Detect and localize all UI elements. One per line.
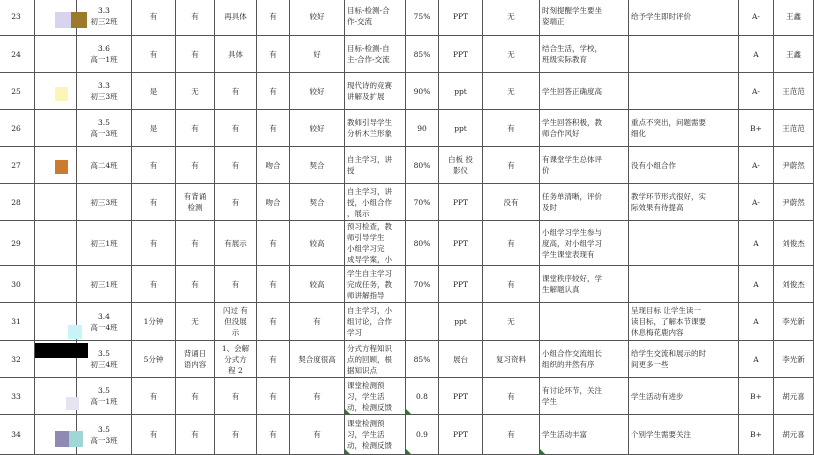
media[interactable]: PPT [439,0,483,36]
col-2[interactable]: 有 [176,110,215,147]
teaching-mode[interactable]: 课堂检测预 习，学生活 动，检测反馈 [345,415,406,455]
suggestion[interactable]: 个别学生需要关注 [629,415,739,455]
teaching-mode[interactable]: 现代诗的竞赛 讲解及扩展 [345,73,406,110]
col-7[interactable]: 85% [406,341,439,378]
table-row [0,0,814,36]
color-cell[interactable] [35,341,77,378]
class-cell[interactable]: 初三3班 [77,184,132,221]
highlight[interactable]: 学生活动丰富 [540,415,629,455]
class-cell[interactable]: 3.5 高一3班 [77,110,132,147]
teaching-mode[interactable]: 课堂检测预 习，学生活 动，检测反馈 [345,378,406,415]
media[interactable]: PPT [439,378,483,415]
evaluator[interactable]: 王范范 [774,73,814,110]
col-5[interactable]: 契合度很高 [290,341,345,378]
row-number[interactable]: 25 [0,73,35,110]
col-3[interactable]: 有 [215,378,257,415]
grade[interactable]: A- [739,184,774,221]
col-5[interactable]: 好 [290,36,345,73]
suggestion[interactable]: 呈现目标 让学生读一 读目标，了解本节课要 休息梅花鹿内容 [629,303,739,341]
grade[interactable]: A- [739,147,774,184]
table-row [0,110,814,147]
col-1[interactable]: 有 [132,147,176,184]
color-swatch [55,431,69,447]
col-2[interactable]: 有 [176,266,215,303]
color-cell[interactable] [35,184,77,221]
suggestion[interactable]: 给学生交流和展示的时 间更多一些 [629,341,739,378]
media[interactable]: 展台 [439,341,483,378]
cell-comment-marker [345,409,350,414]
col-9[interactable]: 无 [483,36,540,73]
col-9[interactable]: 有 [483,378,540,415]
col-3[interactable]: 具体 [215,36,257,73]
col-2[interactable]: 无 [176,73,215,110]
teaching-mode[interactable]: 自主学习，小 组讨论，合作 学习 [345,303,406,341]
evaluator[interactable]: 尹蔚然 [774,184,814,221]
col-4[interactable]: 有 [257,221,290,266]
teaching-mode[interactable]: 自主学习，讲 授 [345,147,406,184]
row-number[interactable]: 28 [0,184,35,221]
grade[interactable]: A- [739,0,774,36]
class-cell[interactable]: 3.6 高一1班 [77,36,132,73]
col-4[interactable]: 有 [257,110,290,147]
color-cell[interactable] [35,266,77,303]
col-3[interactable]: 有 [215,73,257,110]
col-2[interactable]: 有 [176,378,215,415]
grade[interactable]: B+ [739,378,774,415]
color-cell[interactable] [35,378,77,415]
evaluator[interactable]: 王范范 [774,110,814,147]
teaching-mode[interactable]: 目标-检测-合 作-交流 [345,0,406,36]
color-swatch [68,325,82,339]
color-swatch [69,431,83,447]
grade[interactable]: B+ [739,415,774,455]
highlight[interactable] [540,303,629,341]
color-swatch [71,12,87,28]
col-9[interactable]: 有 [483,221,540,266]
table-row [0,341,814,378]
col-1[interactable]: 有 [132,266,176,303]
color-cell[interactable] [35,36,77,73]
evaluator[interactable]: 李光新 [774,341,814,378]
col-7[interactable]: 75% [406,0,439,36]
col-7[interactable]: 80% [406,221,439,266]
media[interactable]: PPT [439,184,483,221]
table-row [0,36,814,73]
suggestion[interactable]: 教学环节形式很好，实 际效果有待提高 [629,184,739,221]
highlight[interactable]: 任务单清晰，评价 及时 [540,184,629,221]
media[interactable]: ppt [439,73,483,110]
col-9[interactable]: 复习资料 [483,341,540,378]
grade[interactable]: A [739,303,774,341]
col-7[interactable]: 90% [406,73,439,110]
col-1[interactable]: 有 [132,415,176,455]
suggestion[interactable] [629,73,739,110]
col-4[interactable]: 吻合 [257,184,290,221]
class-cell[interactable]: 3.5 高一1班 [77,378,132,415]
col-3[interactable]: 有 [215,110,257,147]
col-5[interactable]: 有 [290,378,345,415]
media[interactable]: 白板 投 影仪 [439,147,483,184]
col-1[interactable]: 有 [132,378,176,415]
color-swatch [55,87,68,101]
class-cell[interactable]: 高二4班 [77,147,132,184]
col-4[interactable]: 有 [257,415,290,455]
col-2[interactable]: 有背诵 检测 [176,184,215,221]
cell-comment-marker [540,449,545,454]
class-cell[interactable]: 3.4 高一4班 [77,303,132,341]
col-3[interactable]: 1、会解 分式方 程 2 [215,341,257,378]
col-7[interactable] [406,303,439,341]
col-4[interactable]: 吻合 [257,147,290,184]
grade[interactable]: B+ [739,110,774,147]
highlight[interactable]: 有课堂学生总体评 价 [540,147,629,184]
row-number[interactable]: 30 [0,266,35,303]
table-row [0,147,814,184]
col-3[interactable]: 有 [215,147,257,184]
col-5[interactable]: 契合 [290,147,345,184]
highlight[interactable]: 时刻提醒学生要坐 姿端正 [540,0,629,36]
highlight[interactable]: 学生回答正确度高 [540,73,629,110]
table-row [0,266,814,303]
table-row [0,415,814,455]
evaluator[interactable]: 刘俊杰 [774,266,814,303]
highlight[interactable]: 有讨论环节，关注 学生 [540,378,629,415]
col-9[interactable]: 没有 [483,184,540,221]
grade[interactable]: A [739,266,774,303]
col-5[interactable]: 较高 [290,266,345,303]
col-1[interactable]: 有 [132,221,176,266]
row-number[interactable]: 24 [0,36,35,73]
row-number[interactable]: 27 [0,147,35,184]
table-row [0,73,814,110]
media[interactable]: ppt [439,303,483,341]
col-4[interactable]: 有 [257,378,290,415]
class-cell[interactable]: 3.3 初三3班 [77,73,132,110]
col-5[interactable]: 契合 [290,184,345,221]
col-9[interactable]: 有 [483,415,540,455]
highlight[interactable]: 学生回答积极，教 师合作风好 [540,110,629,147]
class-cell[interactable]: 初三1班 [77,266,132,303]
col-9[interactable]: 有 [483,266,540,303]
row-number[interactable]: 26 [0,110,35,147]
highlight[interactable]: 结合生活，学校， 班级实际教育 [540,36,629,73]
col-2[interactable]: 有 [176,415,215,455]
row-number[interactable]: 31 [0,303,35,341]
grade[interactable]: A [739,36,774,73]
suggestion[interactable]: 给予学生即时评价 [629,0,739,36]
col-7[interactable]: 0.8 [406,378,439,415]
col-3[interactable]: 闪过 有 但没展 示 [215,303,257,341]
evaluator[interactable]: 刘俊杰 [774,221,814,266]
col-7[interactable]: 70% [406,184,439,221]
highlight[interactable]: 小组学习学生参与 度高，对小组学习 学生课堂表现有 [540,221,629,266]
col-3[interactable]: 有展示 [215,221,257,266]
col-1[interactable]: 有 [132,0,176,36]
col-4[interactable]: 有 [257,303,290,341]
highlight[interactable]: 小组合作交流组长 组织的井然有序 [540,341,629,378]
col-5[interactable]: 较高 [290,221,345,266]
col-1[interactable]: 有 [132,36,176,73]
evaluator[interactable]: 胡元喜 [774,415,814,455]
col-9[interactable]: 有 [483,110,540,147]
grade[interactable]: A- [739,73,774,110]
cell-comment-marker [406,449,411,454]
col-2[interactable]: 背诵日 语内容 [176,341,215,378]
col-5[interactable]: 有 [290,415,345,455]
col-9[interactable]: 有 [483,147,540,184]
col-4[interactable]: 有 [257,266,290,303]
class-cell[interactable]: 初三1班 [77,221,132,266]
teaching-mode[interactable]: 教师引导学生 分析木兰形象 [345,110,406,147]
row-number[interactable]: 34 [0,415,35,455]
col-5[interactable]: 有 [290,303,345,341]
col-7[interactable]: 90 [406,110,439,147]
color-cell[interactable] [35,147,77,184]
teaching-mode[interactable]: 目标-检测-自 主-合作-交流 [345,36,406,73]
color-cell[interactable] [35,0,77,36]
col-7[interactable]: 80% [406,147,439,184]
class-cell[interactable]: 3.5 初三4班 [77,341,132,378]
color-swatch [66,397,79,410]
col-5[interactable]: 较好 [290,110,345,147]
table-row [0,303,814,341]
color-cell[interactable] [35,415,77,455]
col-5[interactable]: 较好 [290,0,345,36]
teaching-mode[interactable]: 自主学习，讲 授，小组合作 ，展示 [345,184,406,221]
table-row [0,378,814,415]
col-2[interactable]: 无 [176,303,215,341]
media[interactable]: PPT [439,221,483,266]
col-2[interactable]: 有 [176,221,215,266]
class-cell[interactable]: 3.3 初三2班 [77,0,132,36]
media[interactable]: PPT [439,266,483,303]
row-number[interactable]: 29 [0,221,35,266]
grade[interactable]: A [739,341,774,378]
col-4[interactable]: 有 [257,36,290,73]
row-number[interactable]: 32 [0,341,35,378]
cell-comment-marker [406,409,411,414]
col-1[interactable]: 是 [132,73,176,110]
col-1[interactable]: 有 [132,184,176,221]
col-2[interactable]: 有 [176,147,215,184]
color-swatch [35,343,88,358]
color-cell[interactable] [35,303,77,341]
teaching-mode[interactable]: 学生自主学习 完成任务，教 师讲解指导 [345,266,406,303]
media[interactable]: ppt [439,110,483,147]
row-number[interactable]: 23 [0,0,35,36]
suggestion[interactable] [629,36,739,73]
color-swatch [55,12,71,28]
evaluator[interactable]: 王鑫 [774,0,814,36]
col-4[interactable]: 有 [257,0,290,36]
col-2[interactable]: 有 [176,0,215,36]
col-3[interactable]: 有 [215,266,257,303]
col-7[interactable]: 70% [406,266,439,303]
evaluator[interactable]: 王鑫 [774,36,814,73]
evaluator[interactable]: 尹蔚然 [774,147,814,184]
col-5[interactable]: 较好 [290,73,345,110]
col-2[interactable]: 有 [176,36,215,73]
col-3[interactable]: 有 [215,415,257,455]
color-cell[interactable] [35,73,77,110]
col-3[interactable]: 再具体 [215,0,257,36]
media[interactable]: PPT [439,415,483,455]
col-1[interactable]: 5分钟 [132,341,176,378]
col-9[interactable]: 无 [483,73,540,110]
suggestion[interactable] [629,221,739,266]
col-7[interactable]: 0.9 [406,415,439,455]
suggestion[interactable] [629,266,739,303]
col-1[interactable]: 是 [132,110,176,147]
cell-comment-marker [345,449,350,454]
class-cell[interactable]: 3.5 高一3班 [77,415,132,455]
color-swatch [55,160,68,174]
col-7[interactable]: 85% [406,36,439,73]
col-9[interactable]: 无 [483,0,540,36]
grade[interactable]: A [739,221,774,266]
evaluator[interactable]: 李光新 [774,303,814,341]
teaching-mode[interactable]: 预习检查，教 师引导学生 小组学习完 成导学案，小 [345,221,406,266]
col-1[interactable]: 1分钟 [132,303,176,341]
suggestion[interactable]: 学生活动有进步 [629,378,739,415]
table-row [0,221,814,266]
teaching-mode[interactable]: 分式方程知识 点的回顾，根 据知识点 [345,341,406,378]
highlight[interactable]: 课堂秩序较好，学 生解题认真 [540,266,629,303]
evaluator[interactable]: 胡元喜 [774,378,814,415]
color-cell[interactable] [35,221,77,266]
col-4[interactable]: 有 [257,341,290,378]
suggestion[interactable]: 没有小组合作 [629,147,739,184]
col-9[interactable]: 无 [483,303,540,341]
media[interactable]: PPT [439,36,483,73]
color-cell[interactable] [35,110,77,147]
col-4[interactable]: 有 [257,73,290,110]
table-row [0,184,814,221]
suggestion[interactable]: 重点不突出，问题需要 细化 [629,110,739,147]
row-number[interactable]: 33 [0,378,35,415]
col-3[interactable]: 有 [215,184,257,221]
